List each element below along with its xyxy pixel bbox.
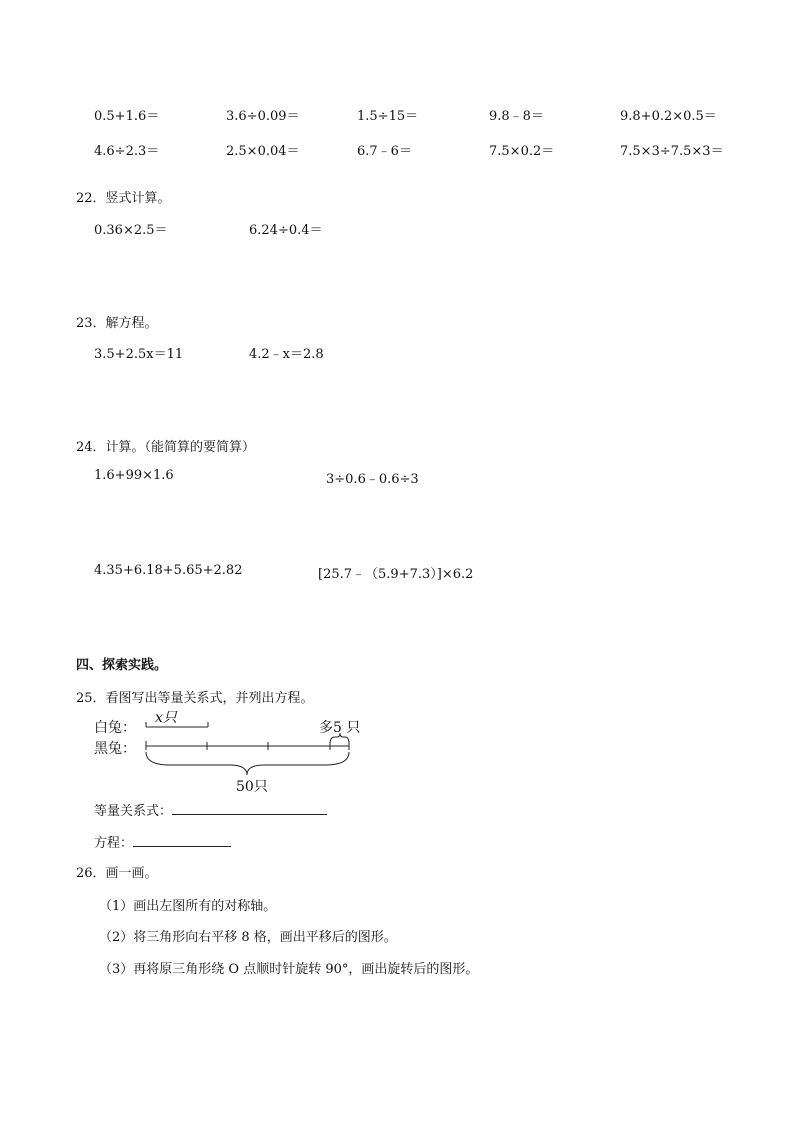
oral-calc-2-1: 4.6÷2.3＝ <box>94 144 160 159</box>
total-label: 50只 <box>236 779 268 795</box>
q22-item-2: 6.24÷0.4＝ <box>249 223 323 238</box>
q23-item-2: 4.2﹣x＝2.8 <box>249 347 324 362</box>
equation-label: 方程： <box>94 836 134 851</box>
relation-label: 等量关系式： <box>94 804 173 819</box>
q26-item-1: （1）画出左图所有的对称轴。 <box>99 899 277 914</box>
section-title: 四、探索实践。 <box>76 658 168 673</box>
oral-calc-1-1: 0.5+1.6＝ <box>94 109 160 124</box>
q26-title: 26．画一画。 <box>76 866 158 881</box>
q26-item-3: （3）再将原三角形绕 O 点顺时针旋转 90°，画出旋转后的图形。 <box>99 962 479 977</box>
x-label: x只 <box>155 710 177 726</box>
white-rabbit-label: 白兔： <box>94 720 136 736</box>
oral-calc-2-4: 7.5×0.2＝ <box>489 144 555 159</box>
q24-item-1: 1.6+99×1.6 <box>94 468 174 483</box>
oral-calc-1-5: 9.8+0.2×0.5＝ <box>620 109 717 124</box>
oral-calc-1-4: 9.8﹣8＝ <box>489 109 544 124</box>
more-label: 多5 只 <box>319 720 361 736</box>
q24-item-2: 3÷0.6﹣0.6÷3 <box>326 472 419 487</box>
q24-title: 24．计算。（能简算的要简算） <box>76 440 256 455</box>
oral-calc-2-5: 7.5×3÷7.5×3＝ <box>620 144 724 159</box>
q24-item-3: 4.35+6.18+5.65+2.82 <box>94 563 243 578</box>
oral-calc-1-3: 1.5÷15＝ <box>357 109 419 124</box>
q24-item-4: [25.7﹣（5.9+7.3）]×6.2 <box>318 567 474 582</box>
q25-title: 25．看图写出等量关系式，并列出方程。 <box>76 691 314 706</box>
q22-item-1: 0.36×2.5＝ <box>94 223 168 238</box>
equation-answer-blank[interactable] <box>133 834 231 847</box>
equation-row <box>94 832 231 851</box>
oral-calc-2-2: 2.5×0.04＝ <box>226 144 300 159</box>
relation-row <box>94 800 327 819</box>
relation-answer-blank[interactable] <box>172 802 327 815</box>
q23-item-1: 3.5+2.5x＝11 <box>94 347 184 362</box>
black-rabbit-label: 黑兔： <box>94 741 136 757</box>
q26-item-2: （2）将三角形向右平移 8 格，画出平移后的图形。 <box>99 930 397 945</box>
q23-title: 23．解方程。 <box>76 316 158 331</box>
oral-calc-1-2: 3.6÷0.09＝ <box>226 109 300 124</box>
oral-calc-2-3: 6.7﹣6＝ <box>357 144 412 159</box>
q22-title: 22．竖式计算。 <box>76 191 171 206</box>
